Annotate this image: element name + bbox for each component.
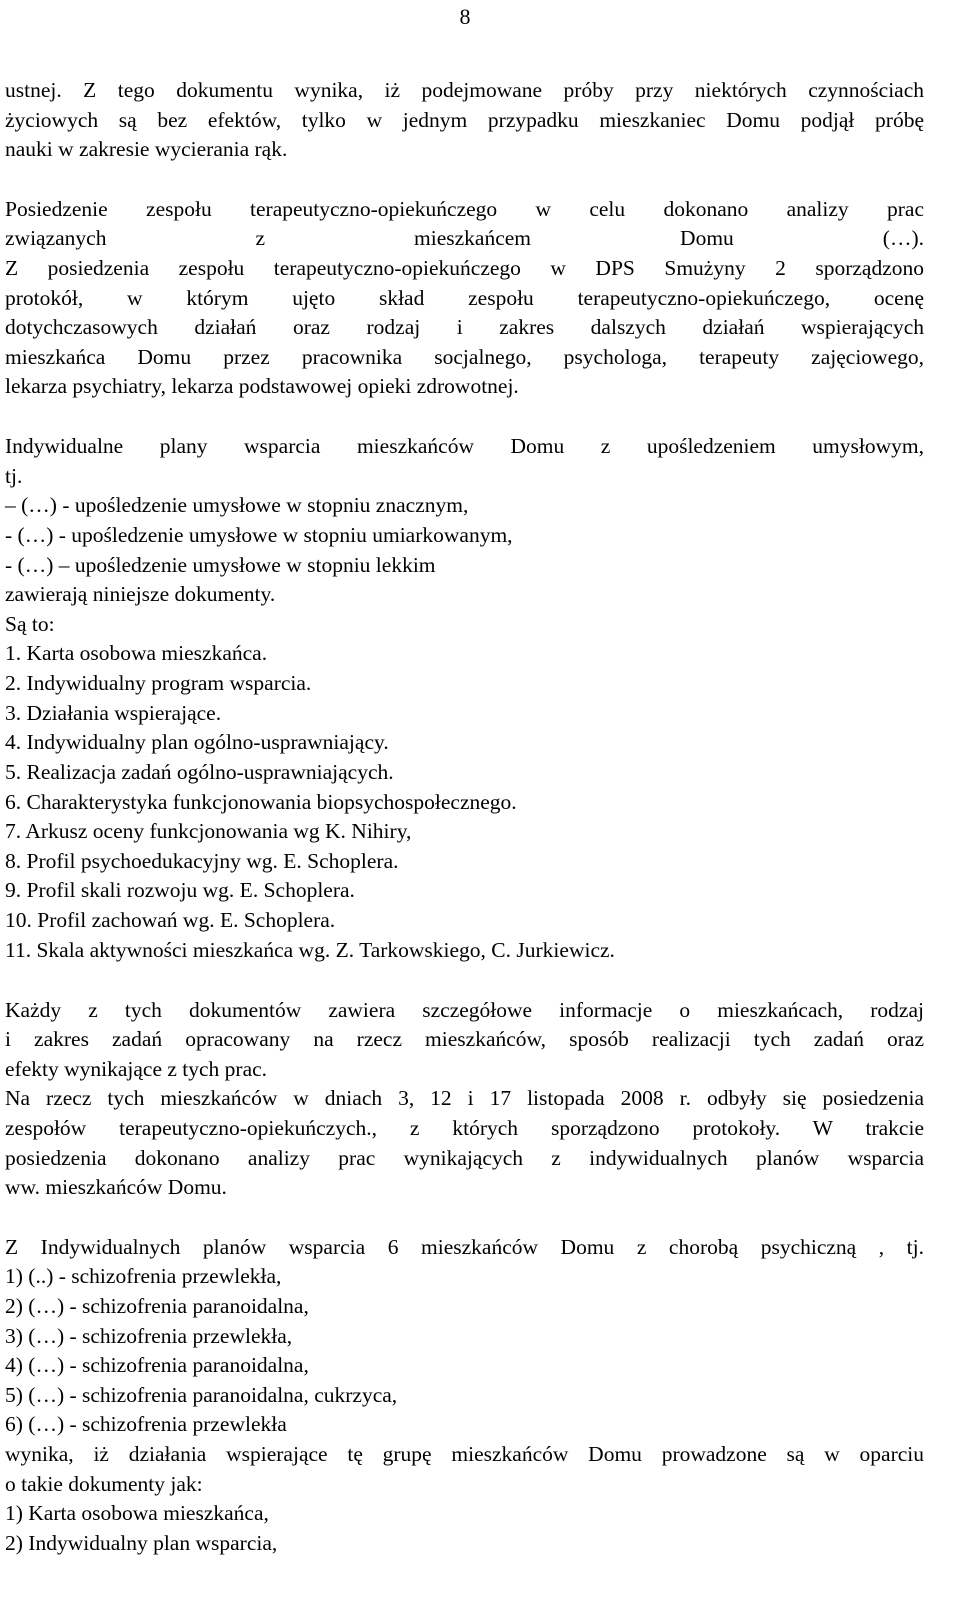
text-line: 3) (…) - schizofrenia przewlekła, bbox=[5, 1324, 293, 1348]
text-line: Na rzecz tych mieszkańców w dniach 3, 12 i 17 listopada 2008 r. odbyły się posiedzenia bbox=[5, 1086, 924, 1110]
text-line: zespołów terapeutyczno-opiekuńczych., z których sporządzono protokoły. W trakcie bbox=[5, 1116, 924, 1140]
text-line: 6. Charakterystyka funkcjonowania biopsychospołecznego. bbox=[5, 790, 517, 814]
text-line: 10. Profil zachowań wg. E. Schoplera. bbox=[5, 908, 336, 932]
text-line: 7. Arkusz oceny funkcjonowania wg K. Nihiry, bbox=[5, 819, 412, 843]
text-line: protokół, w którym ujęto skład zespołu terapeutyczno-opiekuńczego, ocenę bbox=[5, 286, 924, 310]
text-line: 4. Indywidualny plan ogólno-usprawniający. bbox=[5, 730, 389, 754]
text-line: 3. Działania wspierające. bbox=[5, 701, 222, 725]
text-line: Każdy z tych dokumentów zawiera szczegółowe informacje o mieszkańcach, rodzaj bbox=[5, 998, 924, 1022]
text-line: 11. Skala aktywności mieszkańca wg. Z. Tarkowskiego, C. Jurkiewicz. bbox=[5, 938, 615, 962]
text-line: 5) (…) - schizofrenia paranoidalna, cukrzyca, bbox=[5, 1383, 398, 1407]
text-line: 5. Realizacja zadań ogólno-usprawniających. bbox=[5, 760, 394, 784]
text-line: życiowych są bez efektów, tylko w jednym przypadku mieszkaniec Domu podjął próbę bbox=[5, 108, 924, 132]
text-line: Z Indywidualnych planów wsparcia 6 mieszkańców Domu z chorobą psychiczną , tj. bbox=[5, 1235, 924, 1259]
text-line: i zakres zadań opracowany na rzecz mieszkańców, sposób realizacji tych zadań oraz bbox=[5, 1027, 924, 1051]
text-line: 4) (…) - schizofrenia paranoidalna, bbox=[5, 1353, 309, 1377]
text-line: Indywidualne plany wsparcia mieszkańców Domu z upośledzeniem umysłowym, bbox=[5, 434, 924, 458]
text-line: 9. Profil skali rozwoju wg. E. Schoplera. bbox=[5, 878, 355, 902]
text-line: 1. Karta osobowa mieszkańca. bbox=[5, 641, 268, 665]
text-line: 2) Indywidualny plan wsparcia, bbox=[5, 1531, 278, 1555]
text-line: - (…) – upośledzenie umysłowe w stopniu lekkim bbox=[5, 553, 436, 577]
text-line: 6) (…) - schizofrenia przewlekła bbox=[5, 1412, 287, 1436]
text-line: związanych z mieszkańcem Domu (…). bbox=[5, 226, 924, 250]
text-line: o takie dokumenty jak: bbox=[5, 1472, 203, 1496]
text-line: dotychczasowych działań oraz rodzaj i zakres dalszych działań wspierających bbox=[5, 315, 924, 339]
text-line: posiedzenia dokonano analizy prac wynikających z indywidualnych planów wsparcia bbox=[5, 1146, 924, 1170]
text-line: 8. Profil psychoedukacyjny wg. E. Schoplera. bbox=[5, 849, 399, 873]
text-line: ww. mieszkańców Domu. bbox=[5, 1175, 227, 1199]
text-line: 1) Karta osobowa mieszkańca, bbox=[5, 1501, 269, 1525]
text-line: Są to: bbox=[5, 612, 55, 636]
text-line: tj. bbox=[5, 464, 23, 488]
text-line: ustnej. Z tego dokumentu wynika, iż podejmowane próby przy niektórych czynnościach bbox=[5, 78, 924, 102]
text-line: - (…) - upośledzenie umysłowe w stopniu umiarkowanym, bbox=[5, 523, 513, 547]
text-line: Posiedzenie zespołu terapeutyczno-opiekuńczego w celu dokonano analizy prac bbox=[5, 197, 924, 221]
text-line: efekty wynikające z tych prac. bbox=[5, 1057, 268, 1081]
text-line: zawierają niniejsze dokumenty. bbox=[5, 582, 276, 606]
text-line: – (…) - upośledzenie umysłowe w stopniu znacznym, bbox=[5, 493, 469, 517]
text-line: 2) (…) - schizofrenia paranoidalna, bbox=[5, 1294, 309, 1318]
text-line: lekarza psychiatry, lekarza podstawowej opieki zdrowotnej. bbox=[5, 374, 519, 398]
text-line: mieszkańca Domu przez pracownika socjalnego, psychologa, terapeuty zajęciowego, bbox=[5, 345, 924, 369]
text-line: Z posiedzenia zespołu terapeutyczno-opiekuńczego w DPS Smużyny 2 sporządzono bbox=[5, 256, 924, 280]
text-line: nauki w zakresie wycierania rąk. bbox=[5, 137, 288, 161]
text-line: 1) (..) - schizofrenia przewlekła, bbox=[5, 1264, 282, 1288]
text-line: wynika, iż działania wspierające tę grupę mieszkańców Domu prowadzone są w oparciu bbox=[5, 1442, 924, 1466]
text-line: 2. Indywidualny program wsparcia. bbox=[5, 671, 312, 695]
page-number: 8 bbox=[459, 4, 471, 29]
